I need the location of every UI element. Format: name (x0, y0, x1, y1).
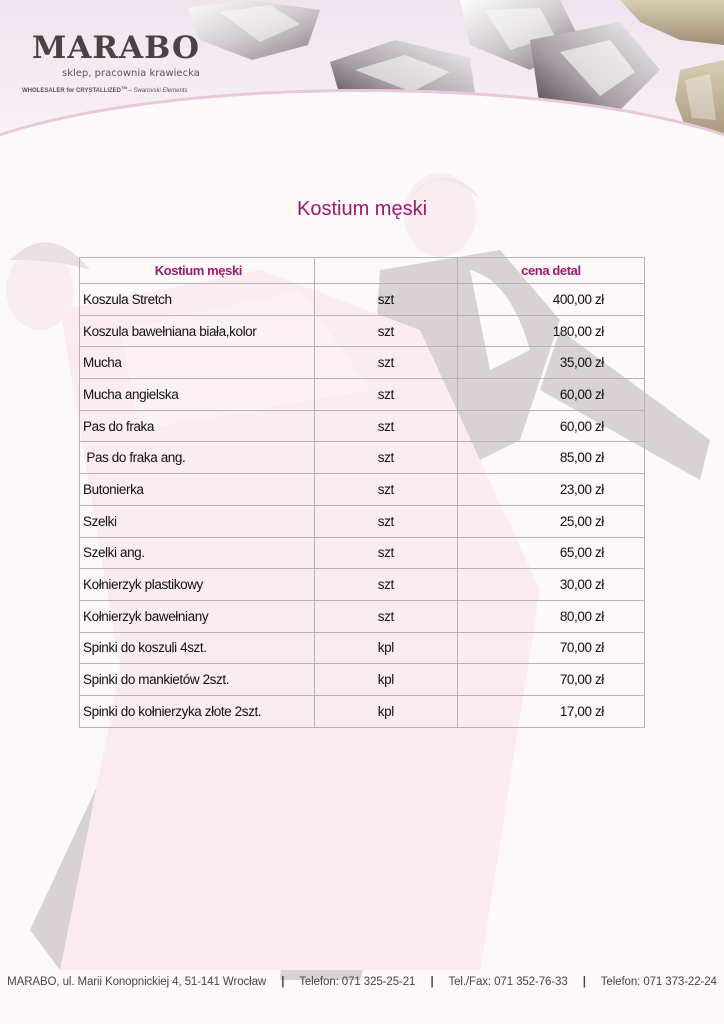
table-row (80, 474, 645, 506)
unit-cell: szt (314, 347, 457, 379)
table-row (80, 284, 645, 316)
price-cell (457, 379, 644, 411)
table-row (80, 600, 645, 632)
unit-cell: szt (314, 569, 457, 601)
product-name-cell: Mucha angielska (80, 379, 315, 411)
price-cell-text: 400,00 zł (552, 291, 604, 307)
unit-cell: szt (314, 315, 457, 347)
footer-phone: Telefon: 071 325-25-21 (299, 976, 416, 988)
brand-logo: MARABO (32, 30, 200, 66)
table-row (80, 537, 645, 569)
table-row (80, 379, 645, 411)
product-name-cell: Spinki do kołnierzyka złote 2szt. (80, 695, 315, 727)
price-cell-text: 70,00 zł (559, 672, 604, 688)
price-cell (457, 569, 644, 601)
price-cell-text: 17,00 zł (559, 703, 604, 719)
price-cell-text: 80,00 zł (559, 608, 604, 624)
table-row (80, 505, 645, 537)
price-cell (457, 315, 644, 347)
price-cell (457, 505, 644, 537)
product-name-cell: Butonierka (80, 474, 315, 506)
price-cell (457, 410, 644, 442)
price-cell (457, 664, 644, 696)
column-header-price: cena detal (457, 258, 644, 284)
product-name-cell: Koszula Stretch (80, 284, 315, 316)
unit-cell: szt (314, 505, 457, 537)
product-name-cell: Koszula bawełniana biała,kolor (80, 315, 315, 347)
unit-cell: szt (314, 410, 457, 442)
price-cell-text: 180,00 zł (552, 323, 604, 339)
footer-phone2: Telefon: 071 373-22-24 (600, 976, 717, 988)
table-body (80, 284, 645, 728)
product-name-cell: Szelki ang. (80, 537, 315, 569)
price-cell-text: 60,00 zł (559, 418, 604, 434)
product-name-cell: Kołnierzyk bawełniany (80, 600, 315, 632)
footer-address: MARABO, ul. Marii Konopnickiej 4, 51-141 Wrocław (7, 976, 267, 988)
product-name-cell: Spinki do koszuli 4szt. (80, 632, 315, 664)
price-cell-text: 85,00 zł (559, 450, 604, 466)
price-cell-text: 70,00 zł (559, 640, 604, 656)
price-cell-text: 35,00 zł (559, 355, 604, 371)
wholesaler-note (22, 85, 187, 94)
column-header-product: Kostium męski (80, 258, 315, 284)
table-header-row (80, 258, 645, 284)
product-name-cell: Szelki (80, 505, 315, 537)
product-name-cell: Kołnierzyk plastikowy (80, 569, 315, 601)
price-cell (457, 284, 644, 316)
unit-cell: szt (314, 537, 457, 569)
price-cell (457, 600, 644, 632)
price-cell (457, 347, 644, 379)
price-cell-text: 23,00 zł (559, 481, 604, 497)
product-name-cell: Spinki do mankietów 2szt. (80, 664, 315, 696)
unit-cell: szt (314, 442, 457, 474)
wholesaler-suffix: – Swarovski Elements (126, 88, 188, 94)
footer-separator: | (281, 976, 285, 988)
price-cell-text: 60,00 zł (559, 386, 604, 402)
price-cell (457, 442, 644, 474)
unit-cell: szt (314, 600, 457, 632)
unit-cell: szt (314, 284, 457, 316)
table-row (80, 410, 645, 442)
table-row (80, 632, 645, 664)
price-table (79, 257, 645, 728)
price-cell (457, 632, 644, 664)
table-row (80, 569, 645, 601)
product-name-cell: Mucha (80, 347, 315, 379)
product-name-cell: Pas do fraka (80, 410, 315, 442)
table-row (80, 442, 645, 474)
table-row (80, 664, 645, 696)
footer-contact (0, 976, 724, 988)
unit-cell: kpl (314, 695, 457, 727)
unit-cell: kpl (314, 664, 457, 696)
price-cell-text: 65,00 zł (559, 545, 604, 561)
table-row (80, 315, 645, 347)
footer-separator: | (430, 976, 434, 988)
price-cell-text: 30,00 zł (559, 577, 604, 593)
price-cell (457, 695, 644, 727)
price-cell (457, 474, 644, 506)
unit-cell: szt (314, 379, 457, 411)
column-header-unit (314, 258, 457, 284)
price-cell (457, 537, 644, 569)
price-cell-text: 25,00 zł (559, 513, 604, 529)
footer-fax: Tel./Fax: 071 352-76-33 (448, 976, 568, 988)
product-name-cell: Pas do fraka ang. (80, 442, 315, 474)
table-row (80, 347, 645, 379)
table-row (80, 695, 645, 727)
brand-tagline: sklep, pracownia krawiecka (62, 68, 200, 79)
unit-cell: kpl (314, 632, 457, 664)
wholesaler-text: WHOLESALER for CRYSTALLIZED (22, 88, 121, 94)
trademark-mark: TM (121, 85, 127, 90)
page-title: Kostium męski (296, 198, 428, 220)
unit-cell: szt (314, 474, 457, 506)
footer-separator: | (582, 976, 586, 988)
